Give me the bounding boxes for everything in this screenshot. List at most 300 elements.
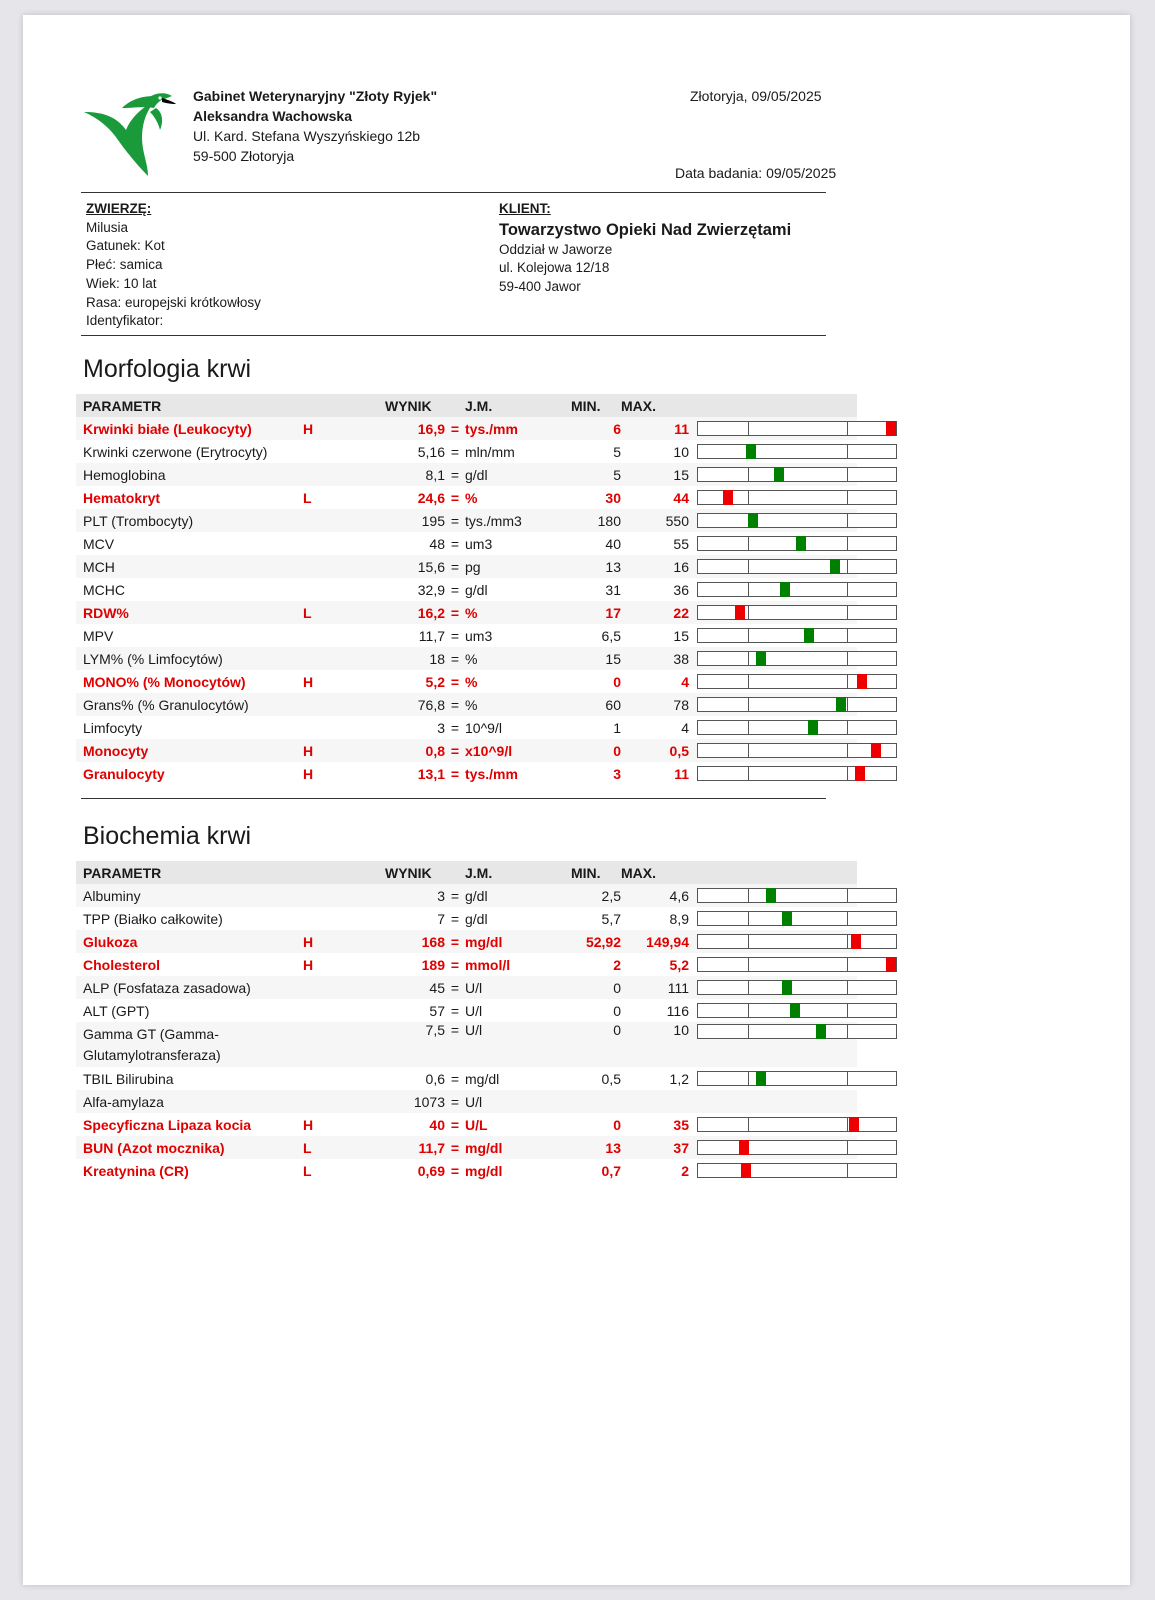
patient-divider: [81, 335, 826, 336]
max-value: [621, 1090, 689, 1113]
flag-indicator: [303, 1067, 385, 1090]
equals-sign: =: [445, 930, 465, 953]
spacer: [689, 486, 697, 509]
parameter-name: Cholesterol: [83, 956, 161, 973]
flag-indicator: [303, 999, 385, 1022]
header-unit: J.M.: [465, 861, 571, 884]
unit-label: g/dl: [465, 581, 488, 598]
flag-indicator: H: [303, 1116, 314, 1133]
min-value: 15: [571, 647, 621, 670]
table-row: [76, 1090, 857, 1113]
range-marker-abnormal: [886, 421, 896, 436]
equals-sign: =: [445, 463, 465, 486]
equals-sign: =: [450, 443, 460, 460]
range-bar-cell: [697, 1090, 857, 1113]
spacer: [689, 555, 697, 578]
range-marker-normal: [756, 651, 766, 666]
range-marker-normal: [748, 513, 758, 528]
spacer: [689, 953, 697, 976]
spacer: [689, 532, 697, 555]
range-divider: [748, 583, 749, 596]
range-divider: [748, 537, 749, 550]
range-bar: [697, 720, 897, 735]
range-marker-normal: [756, 1071, 766, 1086]
result-value: 1073: [385, 1090, 445, 1113]
range-bar: [697, 628, 897, 643]
range-bar-cell: [697, 624, 857, 647]
range-bar-cell: [697, 578, 857, 601]
min-value: 31: [605, 581, 621, 598]
range-marker-normal: [796, 536, 806, 551]
range-bar-cell: [697, 716, 857, 739]
spacer: [689, 463, 697, 486]
unit-label: pg: [465, 555, 571, 578]
range-marker-abnormal: [723, 490, 733, 505]
spacer: [689, 693, 697, 716]
table-row: [76, 509, 857, 532]
spacer: [689, 440, 697, 463]
range-divider: [748, 981, 749, 994]
result-value: 24,6: [417, 489, 445, 506]
header-unit: J.M.: [465, 394, 571, 417]
range-bar: [697, 1071, 897, 1086]
flag-indicator: [303, 463, 385, 486]
parameter-name: PLT (Trombocyty): [76, 509, 303, 532]
range-marker-abnormal: [851, 934, 861, 949]
flag-indicator: [303, 578, 385, 601]
range-divider: [847, 1141, 848, 1154]
result-value: 57: [429, 1002, 445, 1019]
parameter-name: MCHC: [83, 581, 125, 598]
spacer: [689, 739, 697, 762]
min-value: 0,5: [601, 1070, 621, 1087]
result-value: 11,7: [418, 627, 445, 644]
max-value: 550: [621, 509, 689, 532]
parameter-name: TBIL Bilirubina: [83, 1070, 174, 1087]
range-bar-cell: [697, 999, 857, 1022]
range-marker-normal: [816, 1024, 826, 1039]
min-value: 0: [571, 976, 621, 999]
min-value: 5: [613, 443, 621, 460]
header-gap: [689, 394, 697, 417]
result-value: 13,1: [417, 765, 445, 782]
result-value: 3: [437, 719, 445, 736]
parameter-name: Glukoza: [76, 930, 303, 953]
max-value: 15: [621, 463, 689, 486]
range-bar: [697, 582, 897, 597]
range-divider: [847, 721, 848, 734]
range-bar-cell: [697, 930, 857, 953]
range-divider: [847, 889, 848, 902]
range-marker-normal: [790, 1003, 800, 1018]
table-row: [76, 976, 857, 999]
range-divider: [847, 767, 848, 780]
result-value: 7: [437, 910, 445, 927]
clinic-owner: Aleksandra Wachowska: [193, 108, 352, 124]
parameter-name: Krwinki czerwone (Erytrocyty): [83, 443, 268, 460]
parameter-name: LYM% (% Limfocytów): [76, 647, 303, 670]
range-divider: [748, 1118, 749, 1131]
header-eq: [445, 394, 465, 417]
range-divider: [847, 583, 848, 596]
clinic-city: 59-500 Złotoryja: [193, 148, 295, 164]
parameter-name: MPV: [83, 627, 114, 644]
equals-sign: =: [450, 581, 460, 598]
header-param: PARAMETR: [76, 861, 303, 884]
range-bar: [697, 743, 897, 758]
range-bar: [697, 766, 897, 781]
equals-sign: =: [445, 1022, 465, 1067]
morphology-table: [76, 394, 857, 785]
header-result: WYNIK: [385, 394, 445, 417]
flag-indicator: H: [303, 739, 385, 762]
range-bar: [697, 536, 897, 551]
result-value: 195: [385, 509, 445, 532]
animal-label: ZWIERZĘ:: [86, 201, 152, 216]
flag-indicator: H: [303, 930, 385, 953]
header-eq: [445, 861, 465, 884]
unit-label: %: [465, 601, 571, 624]
range-bar-cell: [697, 1022, 857, 1067]
table-row: [76, 555, 857, 578]
parameter-name: Limfocyty: [83, 719, 143, 736]
range-bar: [697, 444, 897, 459]
min-value: 5,7: [601, 910, 621, 927]
range-divider: [847, 491, 848, 504]
spacer: [689, 1090, 697, 1113]
header-param: PARAMETR: [76, 394, 303, 417]
clinic-info: [193, 86, 437, 166]
range-bar-cell: [697, 417, 857, 440]
range-bar: [697, 1024, 897, 1039]
result-value: 7,5: [385, 1022, 445, 1067]
result-value: 16,2: [385, 601, 445, 624]
flag-indicator: [303, 440, 385, 463]
max-value: 55: [673, 535, 689, 552]
parameter-name: Grans% (% Granulocytów): [76, 693, 303, 716]
min-value: 17: [571, 601, 621, 624]
max-value: 38: [621, 647, 689, 670]
animal-species: Gatunek: Kot: [86, 238, 165, 254]
min-value: 52,92: [571, 930, 621, 953]
flag-indicator: H: [303, 673, 314, 690]
min-value: 30: [605, 489, 621, 506]
range-divider: [847, 537, 848, 550]
range-divider: [748, 698, 749, 711]
flag-indicator: H: [303, 765, 314, 782]
table-row: [76, 463, 857, 486]
range-marker-normal: [766, 888, 776, 903]
min-value: 0: [571, 1022, 621, 1067]
range-bar: [697, 934, 897, 949]
range-marker-normal: [830, 559, 840, 574]
equals-sign: =: [450, 956, 460, 973]
range-bar: [697, 697, 897, 712]
unit-label: g/dl: [465, 884, 571, 907]
result-value: 8,1: [385, 463, 445, 486]
table-row: [76, 1136, 857, 1159]
unit-label: U/l: [465, 976, 571, 999]
range-bar-cell: [697, 509, 857, 532]
spacer: [689, 762, 697, 785]
range-divider: [847, 1164, 848, 1177]
unit-label: tys./mm: [465, 765, 518, 782]
result-value: 32,9: [417, 581, 445, 598]
range-divider: [748, 744, 749, 757]
range-bar-cell: [697, 1067, 857, 1090]
table-row: [76, 693, 857, 716]
table-row: [76, 440, 857, 463]
min-value: [571, 1090, 621, 1113]
header-bar: [697, 861, 857, 884]
range-marker-abnormal: [855, 766, 865, 781]
range-bar-cell: [697, 647, 857, 670]
range-divider: [748, 889, 749, 902]
spacer: [689, 1067, 697, 1090]
table-row: [76, 762, 857, 785]
range-bar-cell: [697, 463, 857, 486]
min-value: 0: [613, 673, 621, 690]
unit-label: mg/dl: [465, 1136, 571, 1159]
unit-label: mln/mm: [465, 443, 515, 460]
spacer: [689, 509, 697, 532]
range-bar-cell: [697, 1136, 857, 1159]
flag-indicator: L: [303, 1162, 312, 1179]
header-bar: [697, 394, 857, 417]
parameter-name: BUN (Azot mocznika): [76, 1136, 303, 1159]
range-bar-cell: [697, 976, 857, 999]
flag-indicator: H: [303, 956, 314, 973]
min-value: 0: [571, 739, 621, 762]
range-bar: [697, 980, 897, 995]
unit-label: U/L: [465, 1116, 488, 1133]
client-label: KLIENT:: [499, 201, 551, 216]
range-bar-cell: [697, 953, 857, 976]
min-value: 2,5: [571, 884, 621, 907]
range-divider: [847, 1004, 848, 1017]
range-divider: [748, 958, 749, 971]
result-value: 5,16: [417, 443, 445, 460]
range-divider: [847, 468, 848, 481]
flag-indicator: H: [303, 417, 385, 440]
animal-breed: Rasa: europejski krótkowłosy: [86, 294, 261, 310]
result-value: 16,9: [385, 417, 445, 440]
range-divider: [748, 606, 749, 619]
biochemistry-table: [76, 861, 857, 1182]
header-min: MIN.: [571, 861, 621, 884]
max-value: 15: [673, 627, 689, 644]
spacer: [689, 417, 697, 440]
client-street: ul. Kolejowa 12/18: [499, 260, 610, 276]
range-bar-cell: [697, 1113, 857, 1136]
max-value: 78: [621, 693, 689, 716]
result-value: 0,69: [417, 1162, 445, 1179]
table-row: [76, 647, 857, 670]
parameter-name: Monocyty: [76, 739, 303, 762]
section-title-morphology: Morfologia krwi: [83, 355, 252, 383]
unit-label: mg/dl: [465, 1070, 500, 1087]
max-value: 149,94: [621, 930, 689, 953]
equals-sign: =: [445, 1136, 465, 1159]
unit-label: x10^9/l: [465, 739, 571, 762]
range-bar-cell: [697, 1159, 857, 1182]
flag-indicator: L: [303, 1136, 385, 1159]
result-value: 45: [385, 976, 445, 999]
spacer: [689, 1159, 697, 1182]
table-row: [76, 930, 857, 953]
range-divider: [847, 629, 848, 642]
max-value: 22: [621, 601, 689, 624]
range-divider: [847, 1025, 848, 1038]
spacer: [689, 624, 697, 647]
range-bar: [697, 605, 897, 620]
range-divider: [748, 721, 749, 734]
range-divider: [748, 629, 749, 642]
min-value: 0: [613, 1002, 621, 1019]
flag-indicator: [303, 907, 385, 930]
parameter-name: Alfa-amylaza: [76, 1090, 303, 1113]
flag-indicator: L: [303, 601, 385, 624]
result-value: 168: [385, 930, 445, 953]
equals-sign: =: [450, 489, 460, 506]
section-title-biochemistry: Biochemia krwi: [83, 822, 252, 850]
result-value: 76,8: [385, 693, 445, 716]
min-value: 13: [571, 555, 621, 578]
range-bar-cell: [697, 739, 857, 762]
clinic-street: Ul. Kard. Stefana Wyszyńskiego 12b: [193, 128, 421, 144]
table-row: [76, 532, 857, 555]
unit-label: mg/dl: [465, 1162, 503, 1179]
client-city: 59-400 Jawor: [499, 279, 581, 295]
parameter-name: ALP (Fosfataza zasadowa): [76, 976, 303, 999]
range-divider: [847, 422, 848, 435]
header-min: MIN.: [571, 394, 621, 417]
equals-sign: =: [445, 976, 465, 999]
animal-age: Wiek: 10 lat: [86, 275, 157, 291]
max-value: 4: [681, 719, 689, 736]
spacer: [689, 716, 697, 739]
flag-indicator: [303, 647, 385, 670]
flag-indicator: [303, 1022, 385, 1067]
spacer: [689, 1113, 697, 1136]
equals-sign: =: [445, 555, 465, 578]
parameter-name: MCH: [76, 555, 303, 578]
range-marker-normal: [774, 467, 784, 482]
unit-label: um3: [465, 535, 493, 552]
spacer: [689, 1136, 697, 1159]
table-row: [76, 716, 857, 739]
unit-label: tys./mm3: [465, 509, 571, 532]
unit-label: %: [465, 693, 571, 716]
equals-sign: =: [450, 1162, 460, 1179]
parameter-name: MONO% (% Monocytów): [83, 673, 246, 690]
result-value: 15,6: [385, 555, 445, 578]
range-marker-normal: [780, 582, 790, 597]
min-value: 0,7: [601, 1162, 621, 1179]
result-value: 40: [429, 1116, 445, 1133]
spacer: [689, 578, 697, 601]
min-value: 0: [613, 1116, 621, 1133]
header-gap: [689, 861, 697, 884]
range-marker-abnormal: [857, 674, 867, 689]
spacer: [689, 670, 697, 693]
flag-indicator: [303, 555, 385, 578]
range-divider: [847, 912, 848, 925]
equals-sign: =: [445, 693, 465, 716]
parameter-name: MCV: [83, 535, 115, 552]
equals-sign: =: [450, 765, 460, 782]
range-divider: [847, 514, 848, 527]
table-row: [76, 953, 857, 976]
client-branch: Oddział w Jaworze: [499, 241, 613, 257]
range-divider: [847, 958, 848, 971]
flag-indicator: [303, 1090, 385, 1113]
flag-indicator: L: [303, 489, 312, 506]
spacer: [689, 1022, 697, 1067]
range-bar-cell: [697, 762, 857, 785]
result-value: 18: [385, 647, 445, 670]
range-bar: [697, 888, 897, 903]
spacer: [689, 907, 697, 930]
max-value: 35: [673, 1116, 689, 1133]
table-row: [76, 884, 857, 907]
unit-label: U/l: [465, 1002, 483, 1019]
range-divider: [847, 744, 848, 757]
spacer: [689, 601, 697, 624]
max-value: 10: [673, 443, 689, 460]
range-bar: [697, 467, 897, 482]
range-marker-abnormal: [871, 743, 881, 758]
parameter-name: TPP (Białko całkowite): [83, 910, 223, 927]
parameter-name: Gamma GT (Gamma-Glutamylotransferaza): [76, 1022, 303, 1067]
max-value: 44: [673, 489, 689, 506]
max-value: 111: [621, 976, 689, 999]
header-max: MAX.: [621, 394, 689, 417]
min-value: 6: [571, 417, 621, 440]
range-divider: [748, 491, 749, 504]
table-header-row: [76, 394, 857, 417]
range-divider: [847, 560, 848, 573]
range-bar: [697, 674, 897, 689]
range-marker-normal: [782, 911, 792, 926]
spacer: [689, 647, 697, 670]
range-divider: [847, 935, 848, 948]
parameter-name: Specyficzna Lipaza kocia: [83, 1116, 252, 1133]
range-bar: [697, 490, 897, 505]
range-divider: [748, 767, 749, 780]
flag-indicator: [303, 716, 385, 739]
place-date: Złotoryja, 09/05/2025: [690, 88, 822, 104]
max-value: 4: [681, 673, 689, 690]
clinic-name: Gabinet Weterynaryjny "Złoty Ryjek": [193, 88, 438, 104]
table-row: [76, 907, 857, 930]
header-max: MAX.: [621, 861, 689, 884]
min-value: 3: [613, 765, 621, 782]
unit-label: %: [465, 489, 478, 506]
range-divider: [847, 981, 848, 994]
range-bar: [697, 1003, 897, 1018]
range-bar-cell: [697, 693, 857, 716]
range-divider: [847, 675, 848, 688]
equals-sign: =: [445, 884, 465, 907]
min-value: 40: [605, 535, 621, 552]
range-divider: [748, 652, 749, 665]
min-value: 180: [571, 509, 621, 532]
range-divider: [748, 422, 749, 435]
table-row: [76, 417, 857, 440]
equals-sign: =: [450, 535, 460, 552]
unit-label: %: [465, 673, 478, 690]
